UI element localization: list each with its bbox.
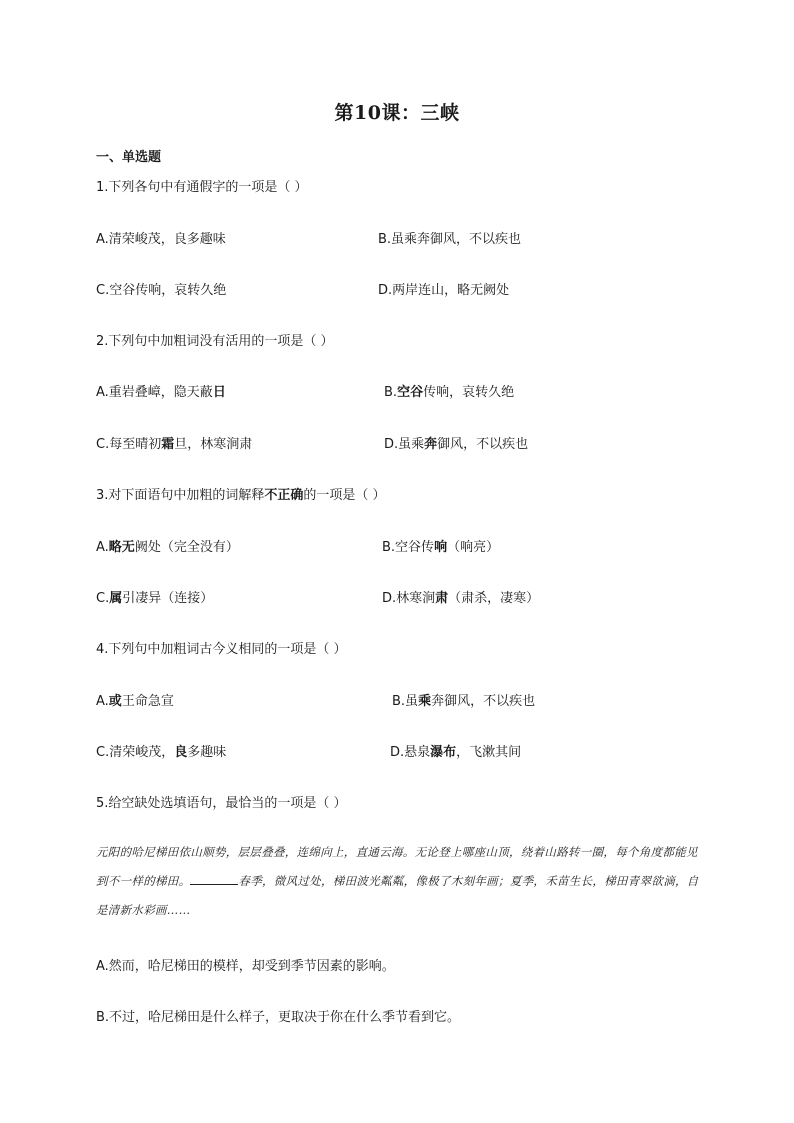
question-1-stem: 1.下列各句中有通假字的一项是（ ）	[96, 180, 308, 195]
bold-word: 瀑布	[430, 745, 457, 760]
option-text: C.清荣峻茂，	[96, 745, 175, 760]
q1-option-b[interactable]	[378, 232, 521, 248]
option-text: A.清荣峻茂，良多趣味	[96, 232, 226, 247]
question-2-stem: 2.下列句中加粗词没有活用的一项是（ ）	[96, 334, 334, 349]
option-text: B.不过，哈尼梯田是什么样子，更取决于你在什么季节看到它。	[96, 1010, 461, 1025]
option-text: ，飞漱其间	[456, 745, 522, 760]
option-text: A.	[96, 694, 109, 709]
option-text: 传响，哀转久绝	[423, 385, 515, 400]
bold-word: 良	[174, 745, 188, 760]
q2-option-b[interactable]	[384, 385, 514, 401]
bold-word: 肃	[435, 591, 449, 606]
q4-option-d[interactable]	[390, 745, 521, 761]
fill-in-blank[interactable]	[190, 872, 238, 885]
reading-passage	[96, 838, 701, 925]
passage-text: 元阳的哈尼梯田依山顺势，层层叠叠，连绵向上，直通云海。无论登上哪座山顶，绕着山路转一圈，每个角度都能见到不一样的梯田。	[96, 845, 698, 888]
option-text: 王命急宣	[121, 694, 174, 709]
q2-option-c[interactable]	[96, 437, 252, 453]
option-text: C.空谷传响，哀转久绝	[96, 283, 227, 298]
bold-word: 日	[212, 385, 226, 400]
q3-option-c[interactable]	[96, 591, 213, 607]
q3-option-b[interactable]	[382, 540, 499, 556]
q3-option-d[interactable]	[382, 591, 539, 607]
q4-option-c[interactable]	[96, 745, 226, 761]
q4-option-a[interactable]	[96, 694, 174, 710]
option-text: 旦，林寒涧肃	[174, 437, 253, 452]
stem-text: 的一项是（ ）	[303, 488, 386, 503]
bold-word: 略无	[108, 540, 135, 555]
bold-word: 乘	[418, 694, 432, 709]
q1-option-d[interactable]	[378, 283, 509, 299]
q5-option-a[interactable]	[96, 959, 395, 975]
option-text: 奔御风，不以疾也	[431, 694, 536, 709]
page-title: 第10课：三峡	[334, 102, 460, 124]
option-text: 多趣味	[187, 745, 227, 760]
bold-word: 响	[434, 540, 448, 555]
option-text: B.虽乘奔御风，不以疾也	[378, 232, 522, 247]
bold-word: 属	[109, 591, 123, 606]
question-4-stem: 4.下列句中加粗词古今义相同的一项是（ ）	[96, 642, 347, 657]
q2-option-a[interactable]	[96, 385, 226, 401]
option-text: A.然而，哈尼梯田的模样，却受到季节因素的影响。	[96, 959, 395, 974]
option-text: A.	[96, 540, 109, 555]
stem-text: 3.对下面语句中加粗的词解释	[96, 488, 265, 503]
bold-word: 霜	[161, 437, 175, 452]
question-5-stem: 5.给空缺处选填语句，最恰当的一项是（ ）	[96, 796, 347, 811]
bold-word: 奔	[424, 437, 438, 452]
q5-option-b[interactable]	[96, 1010, 460, 1026]
question-3-stem	[96, 488, 386, 504]
bold-word: 不正确	[264, 488, 304, 503]
option-text: D.两岸连山，略无阙处	[378, 283, 510, 298]
option-text: C.每至晴初	[96, 437, 162, 452]
option-text: 阙处（完全没有）	[134, 540, 239, 555]
option-text: D.虽乘	[384, 437, 425, 452]
option-text: B.	[384, 385, 398, 400]
option-text: C.	[96, 591, 110, 606]
bold-word: 或	[108, 694, 122, 709]
passage-text: 春季，微风过处，梯田波光粼粼，像极了木刻年画；夏季，禾苗生长，梯田青翠欲滴，自是清新水彩画……	[96, 874, 699, 917]
option-text: 引凄异（连接）	[122, 591, 214, 606]
option-text: （肃杀，凄寒）	[448, 591, 540, 606]
option-text: B.虽	[392, 694, 419, 709]
option-text: 御风，不以疾也	[437, 437, 529, 452]
bold-word: 空谷	[397, 385, 424, 400]
option-text: D.悬泉	[390, 745, 431, 760]
option-text: A.重岩叠嶂，隐天蔽	[96, 385, 213, 400]
q3-option-a[interactable]	[96, 540, 239, 556]
option-text: D.林寒涧	[382, 591, 436, 606]
q4-option-b[interactable]	[392, 694, 535, 710]
section-heading: 一、单选题	[96, 150, 162, 165]
q1-option-a[interactable]	[96, 232, 226, 248]
q1-option-c[interactable]	[96, 283, 226, 299]
option-text: B.空谷传	[382, 540, 435, 555]
q2-option-d[interactable]	[384, 437, 528, 453]
option-text: （响亮）	[447, 540, 500, 555]
